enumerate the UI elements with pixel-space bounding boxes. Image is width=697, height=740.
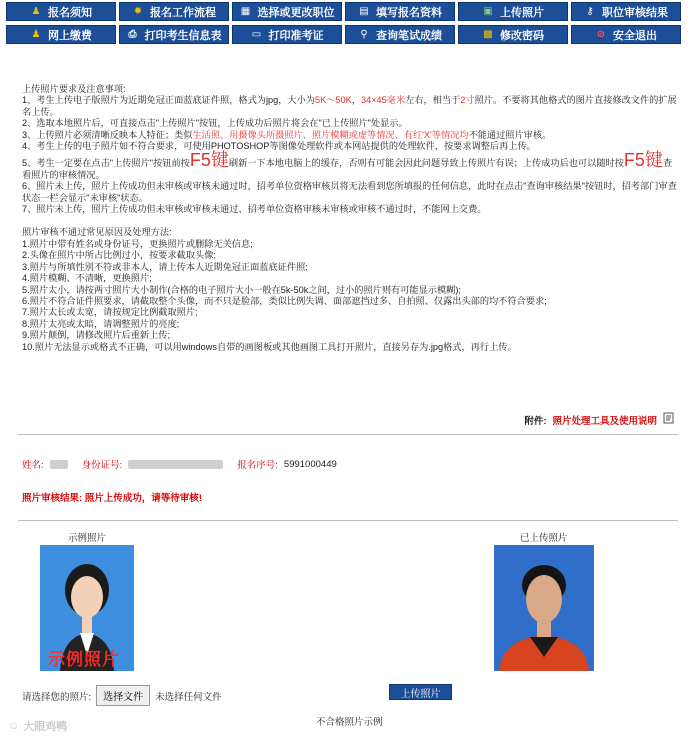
divider xyxy=(18,520,678,521)
reason-item: 4.照片模糊、不清晰，更换照片; xyxy=(22,273,152,284)
reason-item: 9.照片颠倒，请修改照片后重新上传; xyxy=(22,330,171,341)
photo-tool-link[interactable]: 照片处理工具及使用说明 xyxy=(552,415,657,427)
nav-row2-3[interactable] xyxy=(345,25,455,44)
nav-row1-5[interactable] xyxy=(571,2,681,21)
uploaded-photo xyxy=(494,545,594,671)
search-icon: ⚲ xyxy=(360,28,368,40)
top-navigation xyxy=(0,0,697,46)
id-label: 身份证号: xyxy=(81,460,123,471)
reason-item: 8.照片太亮或太暗，请调整照片的亮度; xyxy=(22,318,180,329)
nav-label: 报名须知 xyxy=(48,6,92,19)
reasons-list xyxy=(22,239,680,353)
key-icon: ⚷ xyxy=(586,5,594,17)
upload-instructions xyxy=(22,84,680,353)
exit-icon: ⊘ xyxy=(596,28,606,40)
nav-row1-1[interactable] xyxy=(119,2,229,21)
sample-stamp: 示例照片 xyxy=(48,650,120,669)
nav-label: 修改密码 xyxy=(500,29,544,42)
seq-value: 5991000449 xyxy=(283,458,337,470)
note-2: 2、选取本地照片后，可直接点击"上传照片"按钮，上传成功后照片将会在"已上传照片"处显示。 xyxy=(22,118,408,129)
size-range: 5K～50K xyxy=(315,95,352,106)
id-redacted xyxy=(128,460,223,469)
note-7: 7、照片未上传，照片上传成功但未审核或审核未通过、招考单位资格审核未审核或审核不通过时，不能网上交费。 xyxy=(22,204,487,215)
name-redacted xyxy=(50,460,68,469)
file-select-row xyxy=(22,685,222,706)
reason-item: 6.照片不符合证件照要求，请截取整个头像，而不只是脸部，类似比例失调、面部遮挡过多、自拍照、仅露出头部的均不符合要求; xyxy=(22,295,547,306)
gear-icon: ✹ xyxy=(133,5,143,17)
nav-row2-5[interactable] xyxy=(571,25,681,44)
note-6: 6、照片未上传，照片上传成功但未审核或审核未通过时，招考单位资格审核员将无法看到您所填报的任何信息，此时在点击"查询审核结果"按钮时，招考部门审查状态一栏会显示"未审核"状态。 xyxy=(22,181,677,203)
document-icon xyxy=(663,412,675,427)
reason-item: 3.照片与所填性别不符或非本人，请上传本人近期免冠正面蓝底证件照; xyxy=(22,261,308,272)
note-4: 4、考生上传的电子照片如不符合要求，可使用PHOTOSHOP等图像处理软件或本网站提供的处理软件，按要求调整后再上传。 xyxy=(22,141,536,152)
sample-photo xyxy=(40,545,134,671)
reasons-title: 照片审核不通过常见原因及处理方法: xyxy=(22,227,172,238)
reason-item: 2.头像在照片中所占比例过小，按要求截取头像; xyxy=(22,250,216,261)
no-file-text: 未选择任何文件 xyxy=(155,691,222,703)
attachment-row xyxy=(524,412,675,427)
lock-icon: ▩ xyxy=(483,28,493,40)
nav-row1-0[interactable] xyxy=(6,2,116,21)
nav-row2-4[interactable] xyxy=(458,25,568,44)
nav-label: 报名工作流程 xyxy=(150,6,216,19)
choose-file-button[interactable]: 选择文件 xyxy=(96,685,150,706)
reason-item: 5.照片太小，请按两寸照片大小制作(合格的电子照片大小一般在5k-50k之间，过小的照片则有可能显示模糊); xyxy=(22,284,461,295)
nav-label: 上传照片 xyxy=(500,6,544,19)
note-1: 1、考生上传电子版照片为近期免冠正面蓝底证件照，格式为jpg，大小为5K～50K，34×45毫米左右，相当于2寸照片。不要将其他格式的图片直接修改文件的扩展名上传。 xyxy=(22,95,677,117)
image-icon: ▣ xyxy=(483,5,493,17)
nav-label: 安全退出 xyxy=(613,29,657,42)
nav-label: 填写报名资料 xyxy=(376,6,442,19)
nav-label: 查询笔试成绩 xyxy=(376,29,442,42)
sample-photo-caption: 示例照片 xyxy=(68,533,107,544)
attachment-label: 附件: xyxy=(524,415,547,427)
grid-icon: ▦ xyxy=(240,5,251,17)
nav-row1-4[interactable] xyxy=(458,2,568,21)
watermark: ☺ 大眼鸡鸭 xyxy=(8,720,68,733)
nav-row2-1[interactable] xyxy=(119,25,229,44)
printer-icon: ⎙ xyxy=(128,28,137,40)
review-result: 照片审核结果: 照片上传成功，请等待审核! xyxy=(22,493,202,504)
bad-photo-examples-caption: 不合格照片示例 xyxy=(316,717,383,728)
nav-row2-0[interactable] xyxy=(6,25,116,44)
nav-label: 打印准考证 xyxy=(268,29,324,42)
upload-photo-button[interactable]: 上传照片 xyxy=(389,684,452,700)
nav-label: 网上缴费 xyxy=(48,29,92,42)
watermark-logo-icon: ☺ xyxy=(8,720,20,732)
note-5: 5、考生一定要在点击"上传照片"按钮前按F5键刷新一下本地电脑上的缓存，否则有可能会因此问题导致上传照片有误；上传成功后也可以随时按F5键查看照片的审核情况。 xyxy=(22,150,673,180)
file-prompt: 请选择您的照片: xyxy=(22,691,92,703)
reason-item: 10.照片无法显示或格式不正确，可以用windows自带的画图板或其他画图工具打开照片，直接另存为.jpg格式，再行上传。 xyxy=(22,341,517,352)
divider xyxy=(18,434,678,435)
nav-label: 打印考生信息表 xyxy=(144,29,222,42)
person-icon: ♟ xyxy=(31,5,41,17)
photo-dimension: 34×45毫米 xyxy=(360,95,406,106)
note-3: 3、上传照片必须清晰反映本人特征；类似生活照、用摄像头所摄照片、照片模糊或虚等情况、有红'X'等情况均不能通过照片审核。 xyxy=(22,129,552,140)
applicant-info xyxy=(22,457,337,471)
nav-label: 职位审核结果 xyxy=(602,6,668,19)
seq-label: 报名序号: xyxy=(237,460,278,471)
nav-row2-2[interactable] xyxy=(232,25,342,44)
notes-title: 上传照片要求及注意事项: xyxy=(22,84,126,94)
nav-label: 选择或更改职位 xyxy=(257,6,335,19)
name-label: 姓名: xyxy=(22,460,44,471)
nav-row1-3[interactable] xyxy=(345,2,455,21)
nav-row-1 xyxy=(0,2,697,23)
nav-row1-2[interactable] xyxy=(232,2,342,21)
uploaded-photo-caption: 已上传照片 xyxy=(520,533,568,544)
reason-item: 7.照片太长或太宽，请按规定比例截取照片; xyxy=(22,307,198,318)
document-icon: ▤ xyxy=(359,5,369,17)
print-card-icon: ▭ xyxy=(251,28,262,40)
person-icon: ♟ xyxy=(31,28,41,40)
nav-row-2 xyxy=(0,25,697,46)
reason-item: 1.照片中带有姓名或身份证号，更换照片或删除无关信息; xyxy=(22,238,253,249)
